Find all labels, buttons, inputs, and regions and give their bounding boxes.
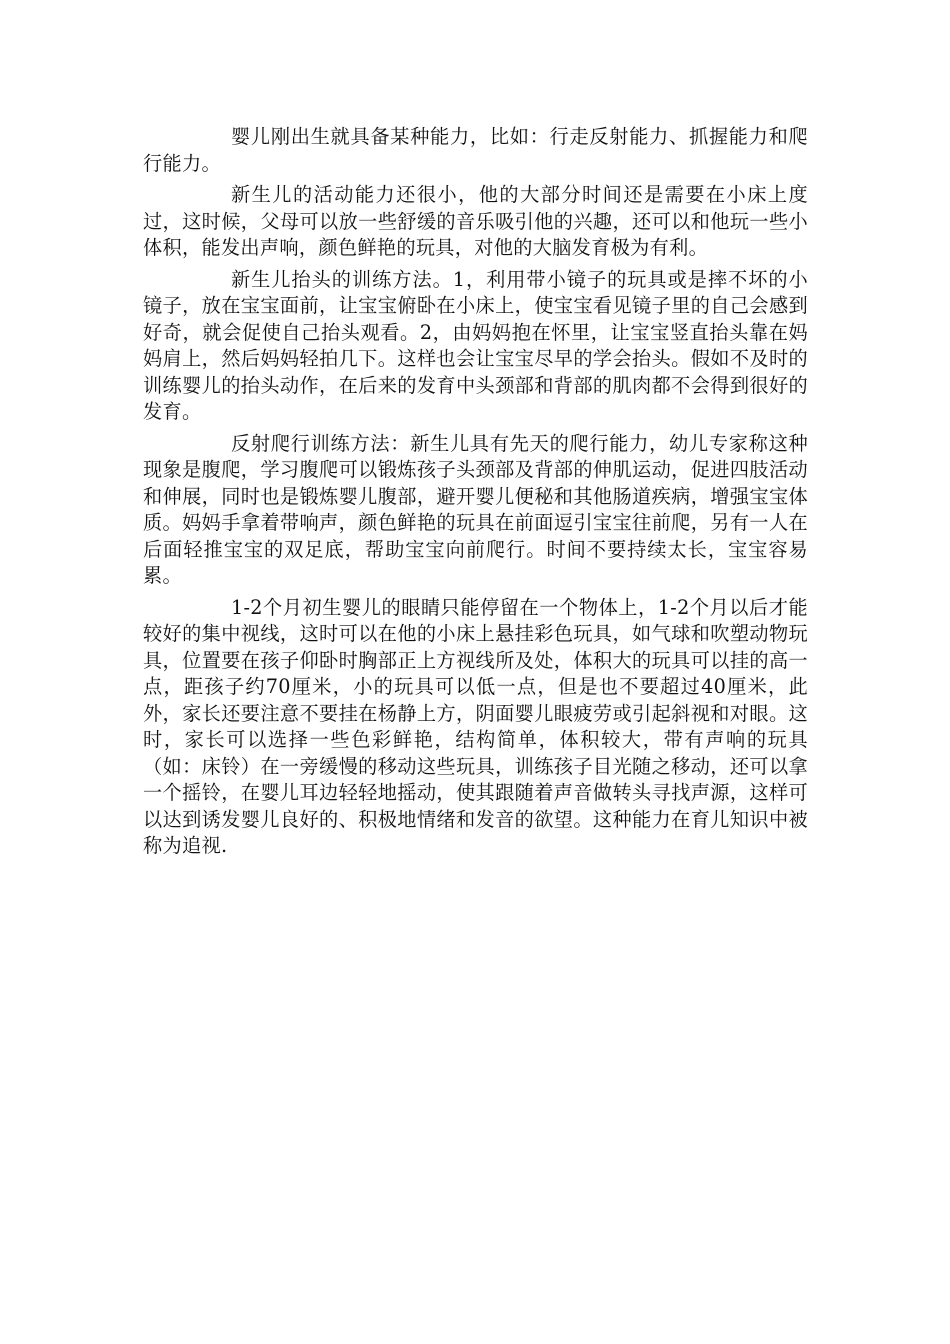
paragraph-head-lift-training: 新生儿抬头的训练方法。1，利用带小镜子的玩具或是摔不坏的小镜子，放在宝宝面前，让宝宝俯卧在小床上，使宝宝看见镜子里的自己会感到好奇，就会促使自己抬头观看。2，由妈妈抱在怀里，让宝宝竖直抬头靠在妈妈肩上，然后妈妈轻拍几下。这样也会让宝宝尽早的学会抬头。假如不及时的训练婴儿的抬头动作，在后来的发育中头颈部和背部的肌肉都不会得到很好的发育。 [143, 267, 808, 423]
paragraph-crawl-training: 反射爬行训练方法：新生儿具有先天的爬行能力，幼儿专家称这种现象是腹爬，学习腹爬可以锻炼孩子头颈部及背部的伸肌运动，促进四肢活动和伸展，同时也是锻炼婴儿腹部，避开婴儿便秘和其他肠道疾病，增强宝宝体质。妈妈手拿着带响声，颜色鲜艳的玩具在前面逗引宝宝往前爬，另有一人在后面轻推宝宝的双足底，帮助宝宝向前爬行。时间不要持续太长，宝宝容易累。 [143, 431, 808, 587]
paragraph-newborn-activity: 新生儿的活动能力还很小，他的大部分时间还是需要在小床上度过，这时候，父母可以放一些舒缓的音乐吸引他的兴趣，还可以和他玩一些小体积，能发出声响，颜色鲜艳的玩具，对他的大脑发育极为有利。 [143, 183, 808, 259]
paragraph-newborn-abilities: 婴儿刚出生就具备某种能力，比如：行走反射能力、抓握能力和爬行能力。 [143, 125, 808, 175]
paragraph-visual-tracking: 1-2个月初生婴儿的眼睛只能停留在一个物体上，1-2个月以后才能较好的集中视线，这时可以在他的小床上悬挂彩色玩具，如气球和吹塑动物玩具，位置要在孩子仰卧时胸部正上方视线所及处，体积大的玩具可以挂的高一点，距孩子约70厘米，小的玩具可以低一点，但是也不要超过40厘米，此外，家长还要注意不要挂在杨静上方，阴面婴儿眼疲劳或引起斜视和对眼。这时，家长可以选择一些色彩鲜艳，结构简单，体积较大，带有声响的玩具（如：床铃）在一旁缓慢的移动这些玩具，训练孩子目光随之移动，还可以拿一个摇铃，在婴儿耳边轻轻地摇动，使其跟随着声音做转头寻找声源，这样可以达到诱发婴儿良好的、积极地情绪和发音的欲望。这种能力在育儿知识中被称为追视. [143, 595, 808, 857]
document-body [143, 124, 808, 865]
